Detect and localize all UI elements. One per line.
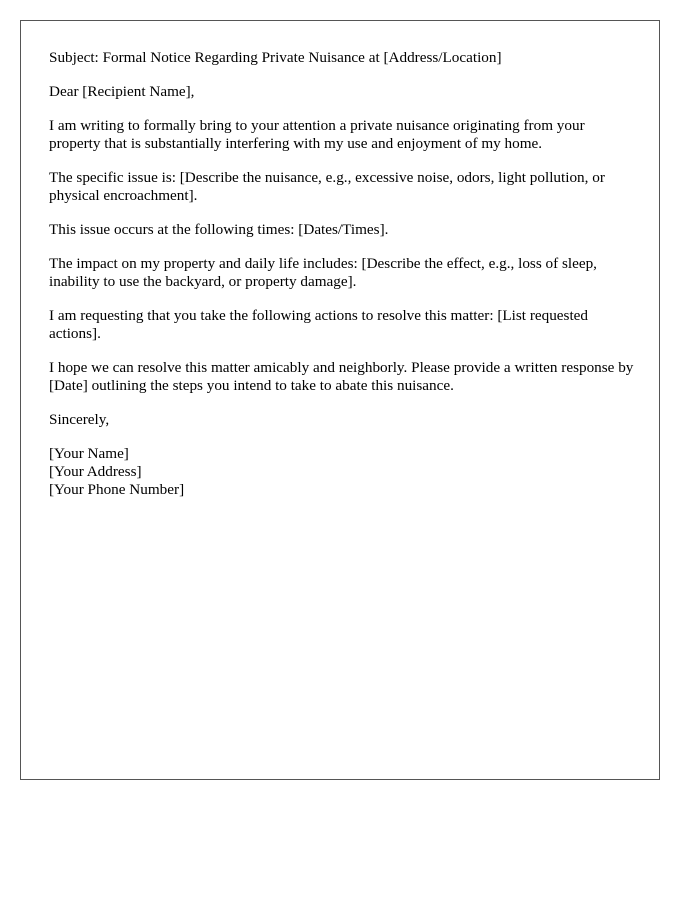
letter-paragraph-issue: The specific issue is: [Describe the nuisance, e.g., excessive noise, odors, light pollution, or physical encroachment]. — [49, 169, 605, 204]
letter-subject: Subject: Formal Notice Regarding Private Nuisance at [Address/Location] — [49, 49, 502, 66]
signature-name: [Your Name] — [49, 445, 129, 462]
letter-body — [49, 49, 639, 499]
letter-closing: Sincerely, — [49, 411, 110, 428]
letter-paragraph-resolution: I hope we can resolve this matter amicably and neighborly. Please provide a written response by [Date] outlining the steps you intend to take to abate this nuisance. — [49, 359, 634, 394]
letter-paragraph-impact: The impact on my property and daily life includes: [Describe the effect, e.g., loss of sleep, inability to use the backyard, or property damage]. — [49, 255, 597, 290]
signature-address: [Your Address] — [49, 463, 142, 480]
letter-paragraph-times: This issue occurs at the following times: [Dates/Times]. — [49, 221, 389, 238]
letter-salutation: Dear [Recipient Name], — [49, 83, 195, 100]
signature-block — [49, 445, 639, 499]
signature-phone: [Your Phone Number] — [49, 481, 185, 498]
letter-page — [20, 20, 660, 780]
letter-paragraph-intro: I am writing to formally bring to your attention a private nuisance originating from your property that is substantially interfering with my use and enjoyment of my home. — [49, 117, 585, 152]
letter-paragraph-request: I am requesting that you take the following actions to resolve this matter: [List requested actions]. — [49, 307, 589, 342]
